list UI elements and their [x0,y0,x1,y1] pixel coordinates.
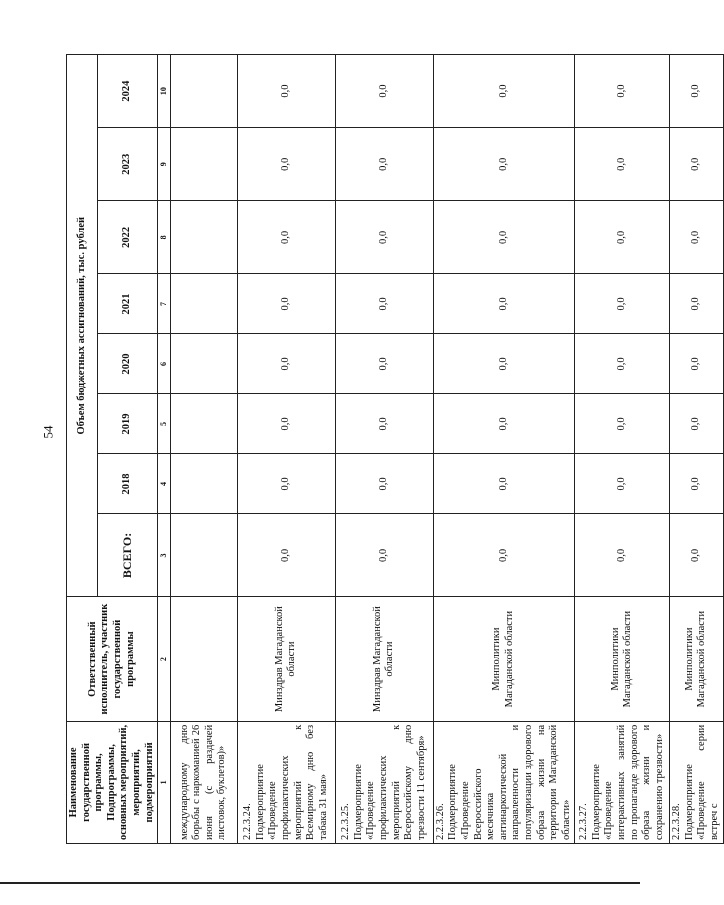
header-year: 2022 [98,201,158,274]
row-value: 0,0 [575,128,670,201]
row-value: 0,0 [670,274,723,334]
row-value [170,55,237,128]
header-year: 2021 [98,274,158,334]
row-value: 0,0 [670,128,723,201]
row-value [170,454,237,514]
row-value: 0,0 [575,394,670,454]
rotated-page-content [66,54,724,844]
row-value: 0,0 [237,514,335,597]
row-value [170,514,237,597]
row-value: 0,0 [575,454,670,514]
row-value [170,128,237,201]
row-name: 2.2.3.27. Подмероприятие «Проведение интерактивных занятий по пропаганде здорового образа жизни и сохранению трезвости» [575,721,670,843]
row-value: 0,0 [237,454,335,514]
row-value [170,334,237,394]
row-value: 0,0 [433,394,575,454]
header-executor: Ответственный исполнитель, участник государственной программы [67,597,158,721]
row-value: 0,0 [433,128,575,201]
page-number: 54 [40,425,56,439]
column-number: 2 [158,597,171,721]
row-value: 0,0 [433,274,575,334]
header-year: 2018 [98,454,158,514]
row-value: 0,0 [335,394,433,454]
row-value: 0,0 [575,514,670,597]
row-value: 0,0 [335,201,433,274]
row-executor: Минполитики Магаданской области [670,597,723,721]
row-value: 0,0 [433,201,575,274]
header-year: 2019 [98,394,158,454]
row-value: 0,0 [670,334,723,394]
row-name: 2.2.3.25. Подмероприятие «Проведение профилактических мероприятий к Всероссийскому дню трезвости 11 сентября» [335,721,433,843]
budget-table [66,54,724,844]
table-row [670,55,723,844]
row-executor [170,597,237,721]
row-value: 0,0 [335,274,433,334]
row-value: 0,0 [237,274,335,334]
column-number: 8 [158,201,171,274]
table-row [170,55,237,844]
row-value: 0,0 [670,454,723,514]
row-value: 0,0 [237,201,335,274]
row-value: 0,0 [335,514,433,597]
row-value: 0,0 [335,55,433,128]
row-value [170,201,237,274]
header-total: ВСЕГО: [98,514,158,597]
row-executor: Минздрав Магаданской области [335,597,433,721]
row-name: 2.2.3.26. Подмероприятие «Проведение Всероссийского месячника антинаркотической направленности и популяризации здорового образа жизни на территории Магаданской области» [433,721,575,843]
row-value: 0,0 [335,128,433,201]
row-value: 0,0 [433,334,575,394]
row-value [170,274,237,334]
header-row-1 [67,55,98,844]
column-number: 1 [158,721,171,843]
row-name: международному дню борьбы с наркоманией 26 июня (с раздачей листовок, буклетов)» [170,721,237,843]
row-value: 0,0 [575,55,670,128]
column-number: 6 [158,334,171,394]
row-value: 0,0 [433,55,575,128]
column-number: 4 [158,454,171,514]
header-year: 2023 [98,128,158,201]
row-value: 0,0 [237,128,335,201]
row-value [170,394,237,454]
table-row [335,55,433,844]
row-value: 0,0 [670,394,723,454]
row-name: 2.2.3.28. Подмероприятие «Проведение серии встреч с [670,721,723,843]
row-value: 0,0 [237,334,335,394]
column-number: 3 [158,514,171,597]
row-value: 0,0 [670,55,723,128]
row-name: 2.2.3.24. Подмероприятие «Проведение профилактических мероприятий к Всемирному дню без табака 31 мая» [237,721,335,843]
row-value: 0,0 [670,201,723,274]
row-value: 0,0 [575,334,670,394]
row-value: 0,0 [433,514,575,597]
row-value: 0,0 [237,394,335,454]
row-executor: Минполитики Магаданской области [433,597,575,721]
column-number: 7 [158,274,171,334]
header-name: Наименование государственной программы, Подпрограммы, основных мероприятий, мероприятий, подмероприятий [67,721,158,843]
column-number: 10 [158,55,171,128]
row-value: 0,0 [335,454,433,514]
row-value: 0,0 [575,274,670,334]
header-year: 2024 [98,55,158,128]
header-budget-group: Объем бюджетных ассигнований, тыс. рублей [67,55,98,597]
row-value: 0,0 [433,454,575,514]
column-number-row [158,55,171,844]
table-row [575,55,670,844]
row-value: 0,0 [335,334,433,394]
table-row [237,55,335,844]
row-value: 0,0 [670,514,723,597]
column-number: 9 [158,128,171,201]
table-row [433,55,575,844]
column-number: 5 [158,394,171,454]
header-year: 2020 [98,334,158,394]
row-executor: Минздрав Магаданской области [237,597,335,721]
row-value: 0,0 [575,201,670,274]
row-value: 0,0 [237,55,335,128]
bottom-rule [0,882,640,884]
row-executor: Минполитики Магаданской области [575,597,670,721]
